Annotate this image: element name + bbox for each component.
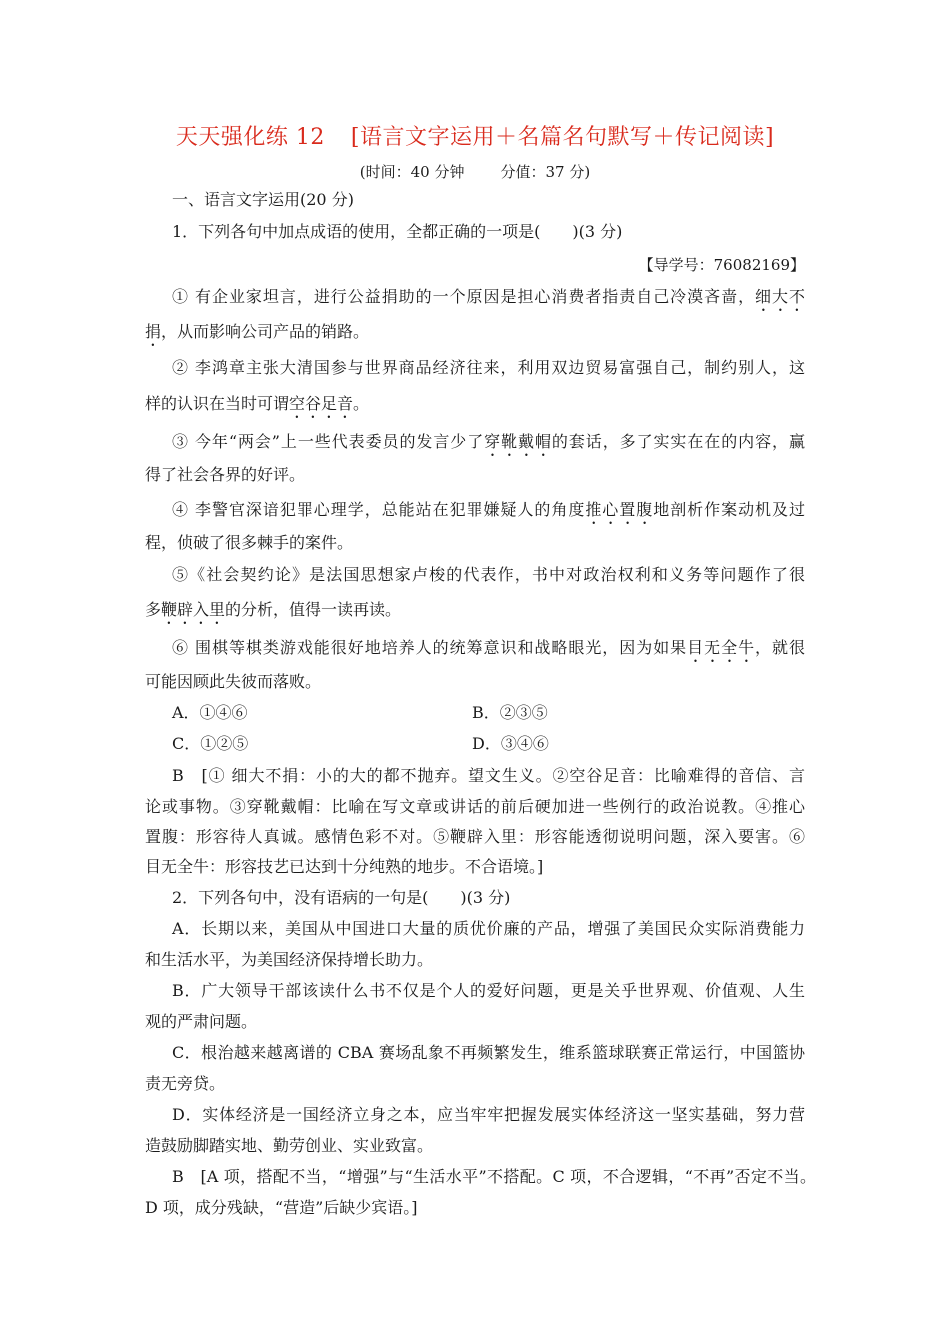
guide-number: 【导学号：76082169】 bbox=[638, 256, 805, 274]
q1-item-5-line-1: ⑤《社会契约论》是法国思想家卢梭的代表作，书中对政治权利和义务等问题作了很 bbox=[172, 565, 805, 584]
q1-item-2-line-1: ② 李鸿章主张大清国参与世界商品经济往来，利用双边贸易富强自己，制约别人，这 bbox=[172, 358, 805, 377]
emphasized-idiom: 推心置腹 bbox=[585, 500, 654, 519]
q2-option-a-line-2: 和生活水平，为美国经济保持增长助力。 bbox=[145, 950, 434, 969]
q1-answer-line-3: 置腹：形容待人真诚。感情色彩不对。⑤鞭辟入里：形容能透彻说明问题，深入要害。⑥ bbox=[145, 827, 805, 846]
title-main: 天天强化练 12 bbox=[175, 125, 325, 150]
q1-item-4-line-2: 程，侦破了很多棘手的案件。 bbox=[145, 533, 354, 552]
q1-option-d: D．③④⑥ bbox=[472, 734, 549, 753]
emphasized-idiom: 目无全牛 bbox=[687, 638, 756, 657]
q2-option-d-line-2: 造鼓励脚踏实地、勤劳创业、实业致富。 bbox=[145, 1136, 434, 1155]
total-score: 分值：37 分) bbox=[500, 163, 591, 181]
q2-option-c-line-2: 责无旁贷。 bbox=[145, 1074, 226, 1093]
title-subtitle: [语言文字运用＋名篇名句默写＋传记阅读] bbox=[350, 125, 775, 150]
q1-item-1-line-2: 捐，从而影响公司产品的销路。 bbox=[145, 322, 370, 341]
q2-option-c-line-1: C．根治越来越离谱的 CBA 赛场乱象不再频繁发生，维系篮球联赛正常运行，中国篮协 bbox=[172, 1043, 805, 1062]
emphasized-idiom: 空谷足音 bbox=[289, 394, 354, 413]
q2-option-b-line-2: 观的严肃问题。 bbox=[145, 1012, 258, 1031]
q1-item-3-line-2: 得了社会各界的好评。 bbox=[145, 465, 306, 484]
page-title bbox=[0, 120, 950, 151]
q1-answer-line-2: 论或事物。③穿靴戴帽：比喻在写文章或讲话的前后硬加进一些例行的政治说教。④推心 bbox=[145, 797, 805, 816]
q1-item-6-line-1: ⑥ 围棋等棋类游戏能很好地培养人的统筹意识和战略眼光，因为如果目无全牛，就很 bbox=[172, 638, 805, 657]
q2-option-b-line-1: B．广大领导干部该读什么书不仅是个人的爱好问题，更是关乎世界观、价值观、人生 bbox=[172, 981, 805, 1000]
q1-option-b: B．②③⑤ bbox=[472, 703, 548, 722]
emphasized-idiom: 捐 bbox=[145, 322, 162, 341]
q1-item-6-line-2: 可能因顾此失彼而落败。 bbox=[145, 672, 322, 691]
q1-item-3-line-1: ③ 今年“两会”上一些代表委员的发言少了穿靴戴帽的套话，多了实实在在的内容，赢 bbox=[172, 432, 805, 451]
exam-meta bbox=[0, 161, 950, 182]
q1-item-4-line-1: ④ 李警官深谙犯罪心理学，总能站在犯罪嫌疑人的角度推心置腹地剖析作案动机及过 bbox=[172, 500, 805, 519]
q2-option-d-line-1: D．实体经济是一国经济立身之本，应当牢牢把握发展实体经济这一坚实基础，努力营 bbox=[172, 1105, 805, 1124]
q1-option-a: A．①④⑥ bbox=[172, 703, 248, 722]
q1-stem: 1．下列各句中加点成语的使用，全都正确的一项是( )(3 分) bbox=[172, 222, 623, 241]
emphasized-idiom: 穿靴戴帽 bbox=[484, 432, 552, 451]
q2-stem: 2．下列各句中，没有语病的一句是( )(3 分) bbox=[172, 888, 511, 907]
q2-answer-line-1: B [A 项，搭配不当，“增强”与“生活水平”不搭配。C 项，不合逻辑，“不再”否定不当。 bbox=[172, 1167, 816, 1186]
time-limit: (时间：40 分钟 bbox=[359, 163, 465, 181]
emphasized-idiom: 鞭辟入里 bbox=[161, 600, 226, 619]
q1-item-2-line-2: 样的认识在当时可谓空谷足音。 bbox=[145, 394, 370, 413]
section-heading: 一、语言文字运用(20 分) bbox=[172, 190, 354, 209]
emphasized-idiom: 细大不 bbox=[755, 287, 805, 306]
q1-option-c: C．①②⑤ bbox=[172, 734, 249, 753]
q2-option-a-line-1: A．长期以来，美国从中国进口大量的质优价廉的产品，增强了美国民众实际消费能力 bbox=[172, 919, 805, 938]
q1-item-1-line-1: ① 有企业家坦言，进行公益捐助的一个原因是担心消费者指责自己冷漠吝啬，细大不 bbox=[172, 287, 805, 306]
q1-item-5-line-2: 多鞭辟入里的分析，值得一读再读。 bbox=[145, 600, 402, 619]
q1-answer-line-4: 目无全牛：形容技艺已达到十分纯熟的地步。不合语境。] bbox=[145, 857, 544, 876]
q2-answer-line-2: D 项，成分残缺，“营造”后缺少宾语。] bbox=[145, 1198, 418, 1217]
q1-answer-line-1: B [① 细大不捐：小的大的都不抛弃。望文生义。②空谷足音：比喻难得的音信、言 bbox=[172, 766, 805, 785]
